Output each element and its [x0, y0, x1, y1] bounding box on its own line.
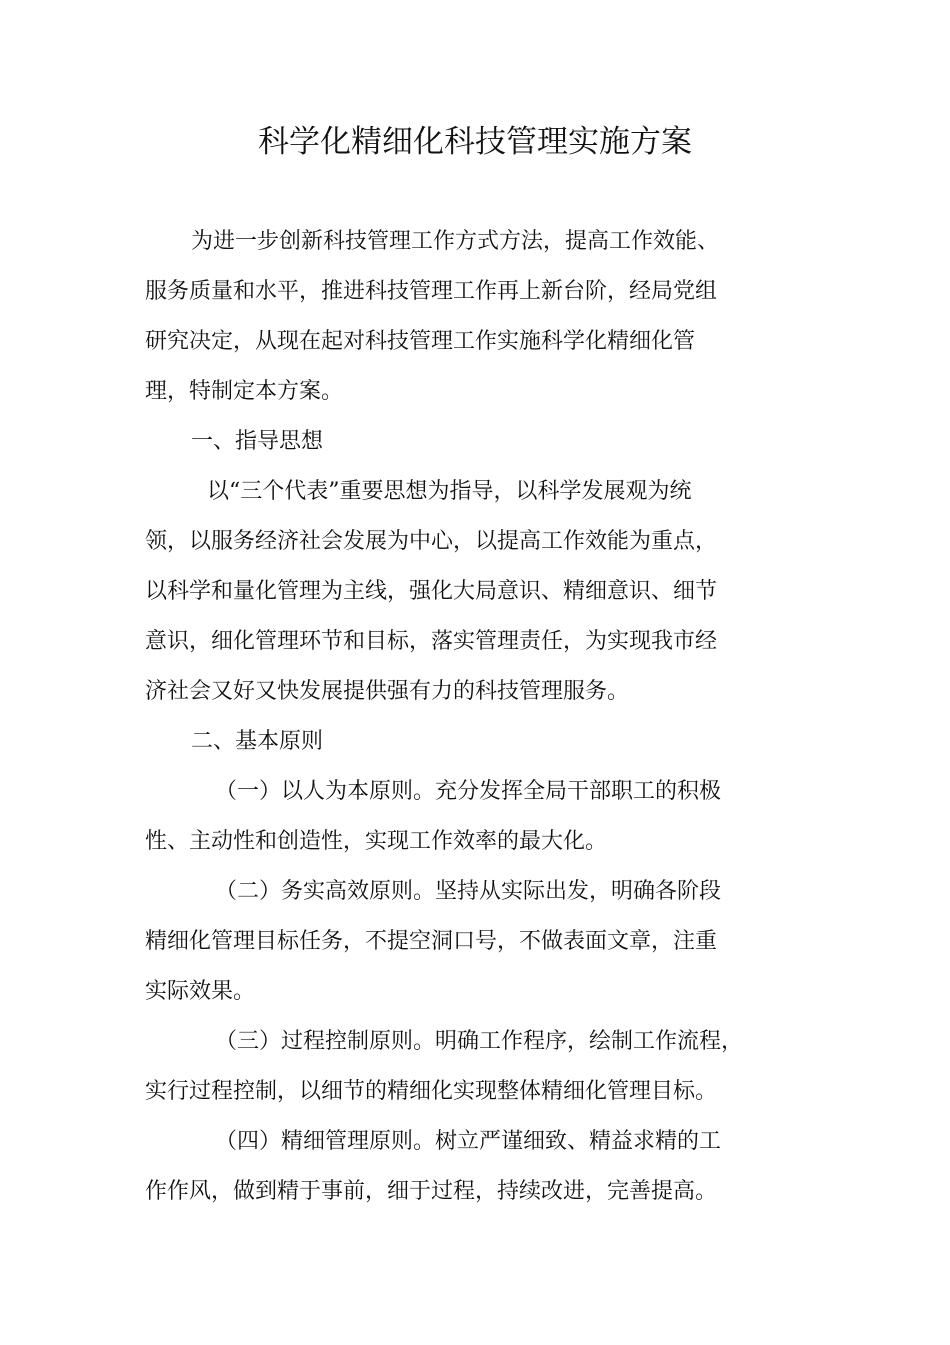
paragraph-ideology-line-3: 以科学和量化管理为主线，强化大局意识、精细意识、细节 [145, 579, 718, 604]
principle-2-line-1: （二）务实高效原则。坚持从实际出发，明确各阶段 [215, 879, 722, 904]
document-body [145, 217, 745, 1217]
paragraph-ideology-line-5: 济社会又好又快发展提供强有力的科技管理服务。 [145, 679, 630, 704]
principle-4-line-1: （四）精细管理原则。树立严谨细致、精益求精的工 [215, 1129, 722, 1154]
principle-3-line-1: （三）过程控制原则。明确工作程序，绘制工作流程， [215, 1029, 744, 1054]
paragraph-intro-line-4: 理，特制定本方案。 [145, 379, 344, 404]
principle-2-line-3: 实际效果。 [145, 979, 256, 1004]
paragraph-intro-line-3: 研究决定，从现在起对科技管理工作实施科学化精细化管 [145, 329, 696, 354]
paragraph-ideology-line-2: 领，以服务经济社会发展为中心，以提高工作效能为重点， [145, 529, 718, 554]
principle-1-line-1: （一）以人为本原则。充分发挥全局干部职工的积极 [215, 779, 722, 804]
principle-4-line-2: 作作风，做到精于事前，细于过程，持续改进，完善提高。 [145, 1179, 718, 1204]
principle-2-line-2: 精细化管理目标任务，不提空洞口号，不做表面文章，注重 [145, 929, 718, 954]
document-title: 科学化精细化科技管理实施方案 [258, 124, 692, 160]
section-heading-basic-principles: 二、基本原则 [191, 729, 324, 754]
principle-1-line-2: 性、主动性和创造性，实现工作效率的最大化。 [145, 829, 608, 854]
paragraph-intro-line-2: 服务质量和水平，推进科技管理工作再上新台阶，经局党组 [145, 279, 718, 304]
principle-3-line-2: 实行过程控制，以细节的精细化实现整体精细化管理目标。 [145, 1079, 718, 1104]
paragraph-ideology-line-4: 意识，细化管理环节和目标，落实管理责任，为实现我市经 [145, 629, 718, 654]
paragraph-ideology-line-1: 以“三个代表”重要思想为指导，以科学发展观为统 [207, 479, 692, 504]
section-heading-guiding-ideology: 一、指导思想 [191, 429, 324, 454]
paragraph-intro-line-1: 为进一步创新科技管理工作方式方法，提高工作效能、 [191, 229, 720, 254]
